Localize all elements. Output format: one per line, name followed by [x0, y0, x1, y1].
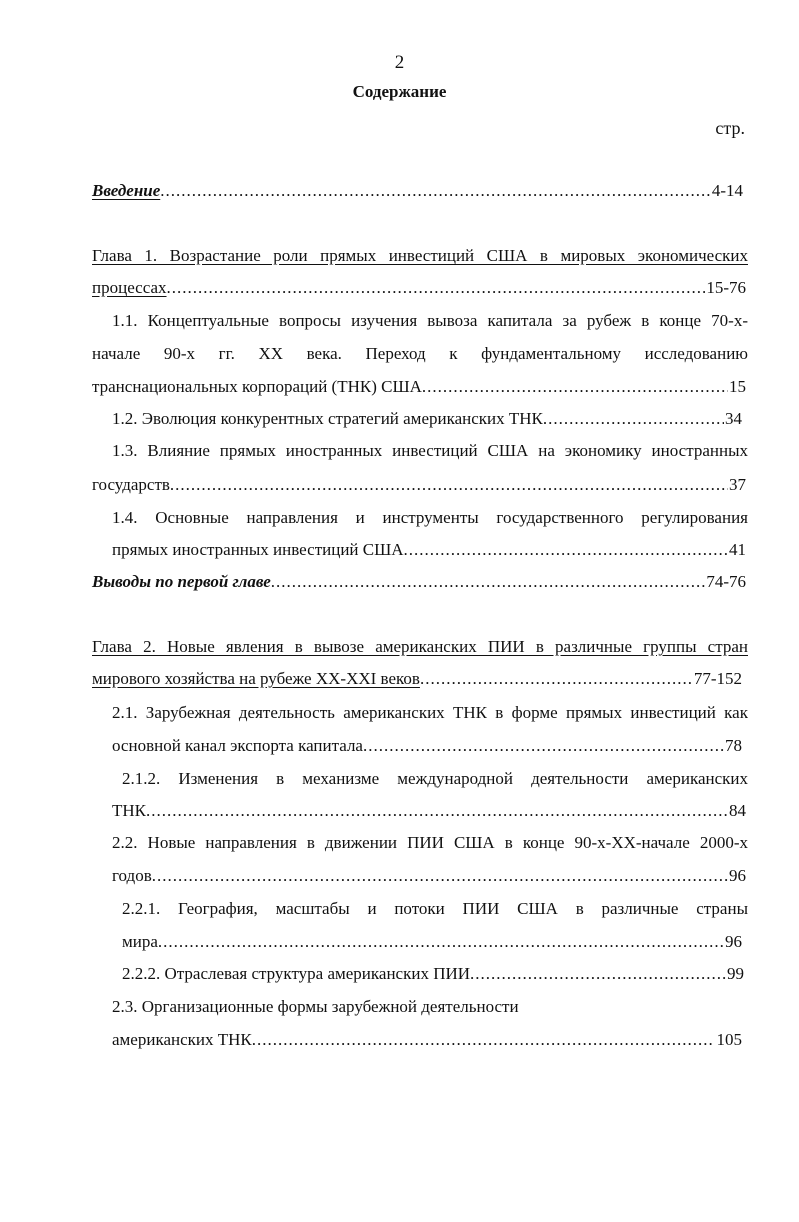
toc-entry-title: государств: [92, 475, 170, 494]
toc-entry-pages: 15-76: [706, 278, 746, 297]
toc-entry-title: транснациональных корпораций (ТНК) США: [92, 377, 422, 396]
toc-entry-title: прямых иностранных инвестиций США: [112, 540, 404, 559]
toc-entry-title: 2.2.2. Отраслевая структура американских ПИИ: [122, 964, 471, 983]
toc-section-2-1-line1[interactable]: 2.1. Зарубежная деятельность американских ТНК в форме прямых инвестиций как: [112, 703, 748, 722]
toc-section-1-1-line2[interactable]: начале 90-х гг. XX века. Переход к фундаментальному исследованию: [92, 344, 748, 363]
toc-section-2-3-line2[interactable]: [112, 1029, 742, 1051]
toc-section-1-3-line2[interactable]: [92, 474, 746, 496]
toc-entry-pages: 15: [729, 377, 746, 396]
toc-section-2-1-2-line2[interactable]: [112, 800, 746, 822]
leader-dots: [271, 571, 706, 593]
toc-entry-pages: 96: [725, 932, 742, 951]
toc-section-2-2-1-line1[interactable]: 2.2.1. География, масштабы и потоки ПИИ США в различные страны: [122, 899, 748, 918]
page-column-label: стр.: [715, 118, 745, 138]
toc-chapter1-conclusion[interactable]: [92, 571, 746, 593]
toc-entry-title: американских ТНК: [112, 1030, 252, 1049]
toc-section-2-2-line1[interactable]: 2.2. Новые направления в движении ПИИ США в конце 90-х-XX-начале 2000-х: [112, 833, 748, 852]
toc-entry-pages: 34: [725, 409, 742, 428]
toc-section-1-2[interactable]: [112, 408, 742, 430]
toc-entry-pages: 74-76: [706, 572, 746, 591]
toc-chapter2-title-line2[interactable]: [92, 668, 742, 690]
leader-dots: [252, 1029, 712, 1051]
toc-entry-pages: 4-14: [711, 181, 743, 200]
leader-dots: [420, 668, 693, 690]
leader-dots: [160, 180, 711, 202]
toc-chapter2-title-line1[interactable]: Глава 2. Новые явления в вывозе американских ПИИ в различные группы стран: [92, 637, 748, 656]
toc-entry-title: годов: [112, 866, 152, 885]
toc-entry-title: 1.2. Эволюция конкурентных стратегий американских ТНК: [112, 409, 543, 428]
toc-entry-pages: 99: [727, 964, 744, 983]
leader-dots: [363, 735, 724, 757]
toc-chapter1-title-line2[interactable]: [92, 277, 746, 299]
leader-dots: [470, 963, 726, 985]
toc-entry-title: основной канал экспорта капитала: [112, 736, 363, 755]
toc-entry-pages: 77-152: [693, 669, 742, 688]
toc-entry-pages: 105: [716, 1030, 742, 1049]
leader-dots: [158, 931, 724, 953]
leader-dots: [404, 539, 728, 561]
toc-section-1-4-line2[interactable]: [112, 539, 746, 561]
toc-entry-pages: 41: [729, 540, 746, 559]
toc-section-2-2-1-line2[interactable]: [122, 931, 742, 953]
toc-entry-pages: 37: [729, 475, 746, 494]
toc-section-2-1-2-line1[interactable]: 2.1.2. Изменения в механизме международной деятельности американских: [122, 769, 748, 788]
leader-dots: [146, 800, 728, 822]
toc-section-1-1-line1[interactable]: 1.1. Концептуальные вопросы изучения вывоза капитала за рубеж в конце 70-х-: [112, 311, 748, 330]
toc-entry-pages: 78: [725, 736, 742, 755]
leader-dots: [167, 277, 706, 299]
toc-section-2-2-2[interactable]: [122, 963, 744, 985]
toc-section-1-3-line1[interactable]: 1.3. Влияние прямых иностранных инвестиций США на экономику иностранных: [112, 441, 748, 460]
toc-section-2-3-line1[interactable]: 2.3. Организационные формы зарубежной деятельности: [112, 997, 519, 1016]
page-number: 2: [394, 52, 405, 73]
toc-entry-title: мира: [122, 932, 158, 951]
toc-entry-title: мирового хозяйства на рубеже XX-XXI веков: [92, 669, 420, 688]
leader-dots: [152, 865, 728, 887]
toc-section-1-1-line3[interactable]: [92, 376, 746, 398]
toc-entry-title: Выводы по первой главе: [92, 572, 271, 591]
toc-entry-title: процессах: [92, 278, 167, 297]
toc-chapter1-title-line1[interactable]: Глава 1. Возрастание роли прямых инвестиций США в мировых экономических: [92, 246, 748, 265]
toc-section-2-2-line2[interactable]: [112, 865, 746, 887]
leader-dots: [170, 474, 728, 496]
toc-entry-intro[interactable]: [92, 180, 743, 202]
toc-entry-title: Введение: [92, 181, 161, 200]
leader-dots: [543, 408, 724, 430]
toc-entry-title: ТНК: [112, 801, 146, 820]
toc-entry-pages: 84: [729, 801, 746, 820]
page-title: Содержание: [352, 82, 447, 101]
toc-entry-pages: 96: [729, 866, 746, 885]
toc-section-1-4-line1[interactable]: 1.4. Основные направления и инструменты государственного регулирования: [112, 508, 748, 527]
toc-section-2-1-line2[interactable]: [112, 735, 742, 757]
leader-dots: [422, 376, 728, 398]
